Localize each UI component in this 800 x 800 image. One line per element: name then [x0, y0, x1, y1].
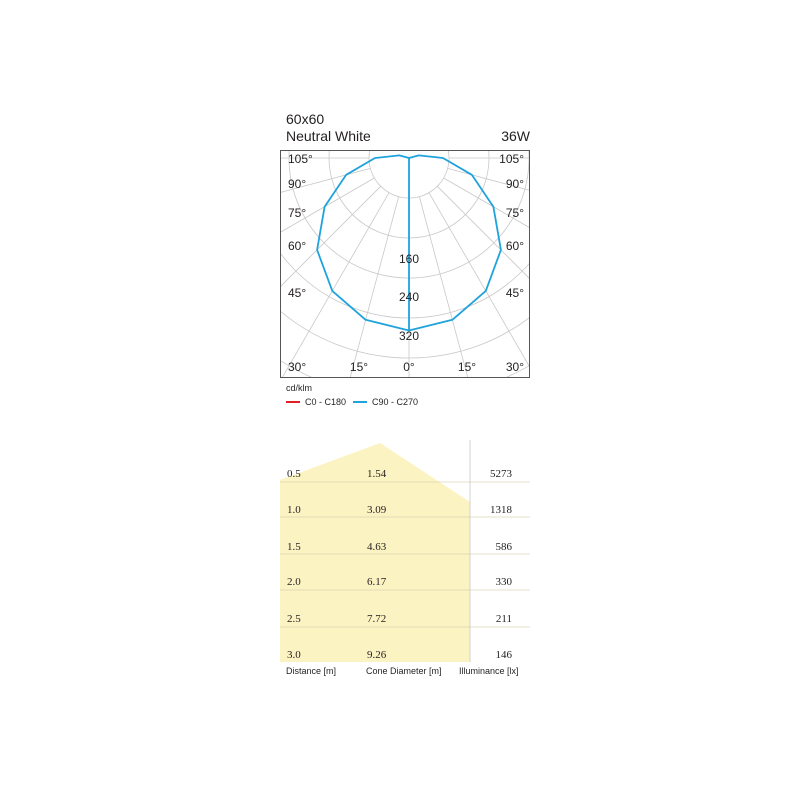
angle-label-right: 30° [505, 360, 524, 374]
legend-label-c0-c180: C0 - C180 [305, 397, 347, 407]
table-cell: 2.5 [287, 613, 301, 625]
polar-labels [288, 152, 524, 374]
table-cell: 1.0 [287, 504, 301, 516]
unit-label: cd/klm [286, 383, 313, 393]
column-header-illuminance: Illuminance [lx] [459, 666, 519, 676]
table-cell: 0.5 [287, 468, 301, 480]
angle-label-right: 105° [499, 152, 524, 166]
table-cell: 1.5 [287, 541, 301, 553]
angle-label-right: 60° [505, 239, 524, 253]
legend-swatch-c0-c180 [286, 401, 300, 403]
column-header-cone-diameter: Cone Diameter [m] [366, 666, 442, 676]
table-cell: 2.0 [287, 576, 301, 588]
angle-label-right: 75° [505, 206, 524, 220]
angle-label-left: 60° [288, 239, 307, 253]
table-cell: 211 [495, 613, 512, 625]
power-label: 36W [501, 128, 530, 144]
legend-swatch-c90-c270 [353, 401, 367, 403]
angle-label-left: 105° [288, 152, 313, 166]
cone-table [280, 430, 535, 662]
legend-item-c90-c270 [353, 397, 418, 407]
angle-label-left: 90° [288, 177, 307, 191]
angle-label-left: 30° [288, 360, 307, 374]
radial-label: 240 [398, 290, 420, 304]
radial-label: 320 [398, 329, 420, 343]
chart-title: 60x60 [286, 111, 325, 127]
angle-label-left: 45° [288, 286, 307, 300]
column-header-distance: Distance [m] [286, 666, 337, 676]
angle-label-right: 90° [505, 177, 524, 191]
grid-spoke [305, 197, 398, 378]
table-cell: 9.26 [367, 649, 387, 661]
table-cell: 3.09 [367, 504, 387, 516]
legend-label-c90-c270: C90 - C270 [372, 397, 419, 407]
table-cell: 3.0 [287, 649, 301, 661]
table-cell: 146 [495, 649, 512, 661]
legend-item-c0-c180 [286, 397, 346, 407]
table-cell: 6.17 [367, 576, 387, 588]
angle-label-right: 45° [505, 286, 524, 300]
table-cell: 1318 [490, 504, 512, 516]
radial-label: 160 [398, 252, 420, 266]
angle-label-left: 75° [288, 206, 307, 220]
chart-subtitle: Neutral White [286, 128, 371, 144]
bottom-angle-label: 15° [349, 360, 369, 374]
table-cell: 1.54 [367, 468, 387, 480]
polar-diagram [280, 150, 530, 378]
bottom-angle-label: 0° [403, 360, 415, 374]
table-cell: 586 [495, 541, 512, 553]
table-cell: 7.72 [367, 613, 387, 625]
grid-spoke [419, 197, 512, 378]
table-cell: 330 [495, 576, 512, 588]
bottom-angle-label: 15° [457, 360, 477, 374]
table-cell: 4.63 [367, 541, 387, 553]
table-cell: 5273 [490, 468, 512, 480]
